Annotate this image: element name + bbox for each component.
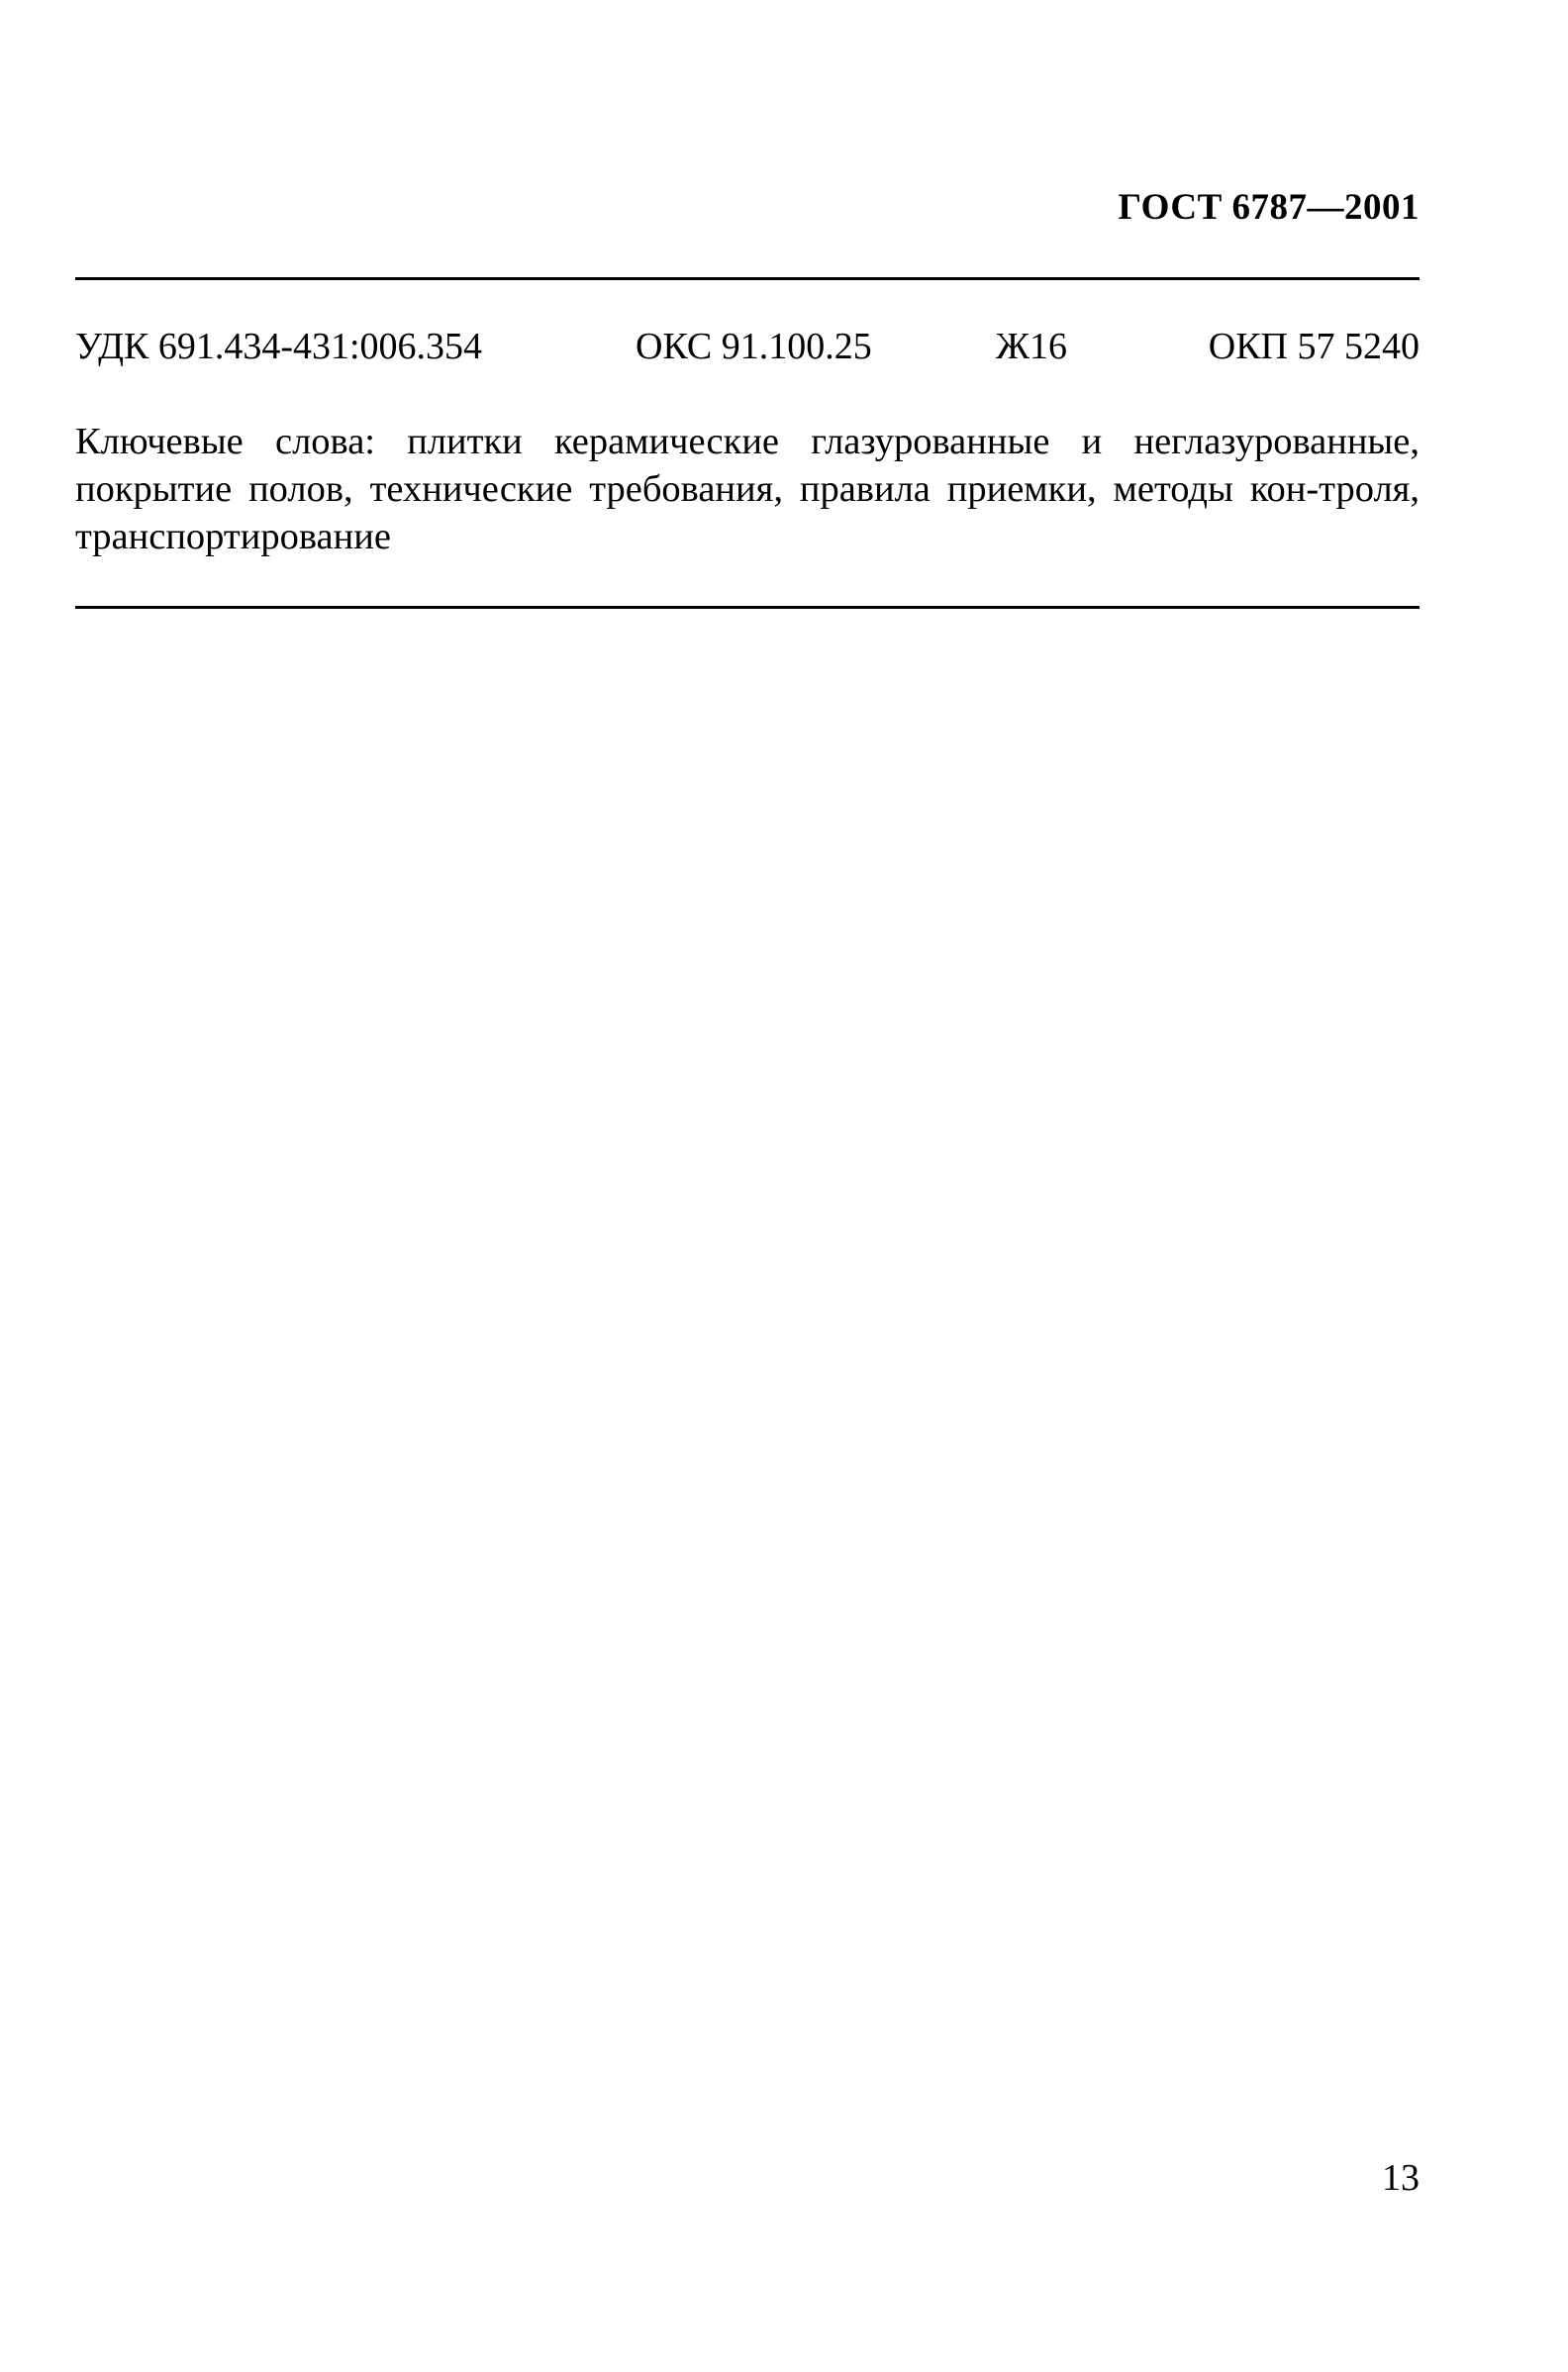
page-number: 13 — [1382, 2157, 1420, 2199]
bottom-divider — [75, 606, 1420, 609]
okp-code: ОКП 57 5240 — [1208, 326, 1420, 367]
oks-code: ОКС 91.100.25 — [636, 326, 872, 367]
top-divider — [75, 277, 1420, 280]
document-code: ГОСТ 6787—2001 — [1118, 187, 1420, 228]
keywords-paragraph: Ключевые слова: плитки керамические глазурованные и неглазурованные, покрытие полов, технические требования, правила приемки, методы кон-троля, транспортирование — [75, 421, 1420, 557]
udc-code: УДК 691.434-431:006.354 — [75, 326, 483, 367]
classifier-row — [75, 325, 1420, 372]
group-code: Ж16 — [996, 326, 1068, 367]
